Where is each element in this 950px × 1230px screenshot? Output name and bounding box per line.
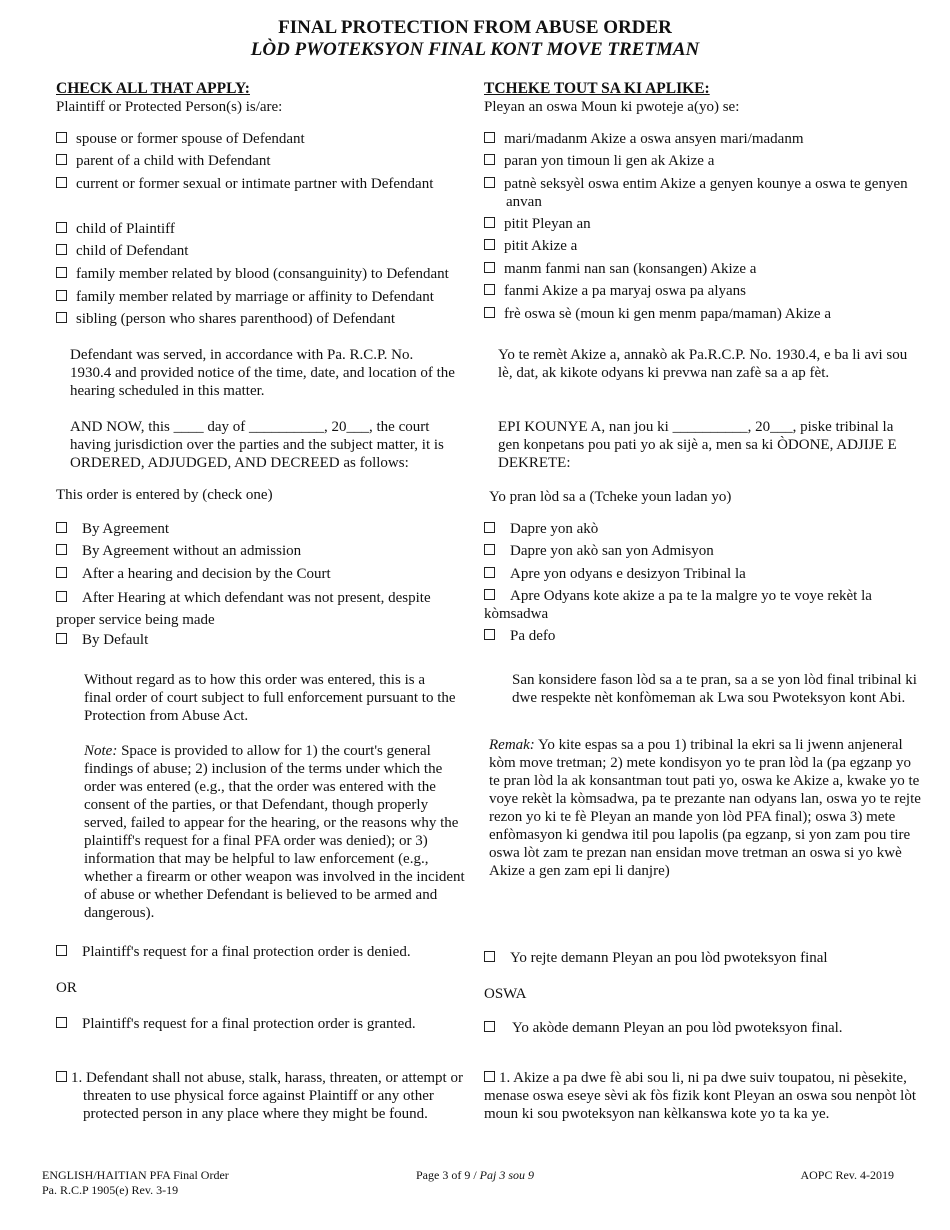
entry-option[interactable]: By Agreement without an admission — [56, 542, 301, 560]
checkbox[interactable] — [56, 1017, 67, 1028]
check-all-heading-haitian: TCHEKE TOUT SA KI APLIKE: — [484, 80, 710, 97]
item-1[interactable]: 1. Defendant shall not abuse, stalk, harass, threaten, or attempt or threaten to use physical force against Plaintiff or any other protected person in any place where they might be found. — [56, 1069, 491, 1123]
checkbox[interactable] — [484, 1071, 495, 1082]
entry-option-haitian[interactable]: Apre yon odyans e desizyon Tribinal la — [484, 565, 746, 583]
relation-option-haitian[interactable]: pitit Akize a — [484, 237, 577, 255]
check-all-intro: Plaintiff or Protected Person(s) is/are: — [56, 99, 283, 115]
check-all-heading: CHECK ALL THAT APPLY: — [56, 80, 250, 97]
page-title: FINAL PROTECTION FROM ABUSE ORDER — [278, 17, 672, 38]
checkbox[interactable] — [484, 262, 495, 273]
entry-option-haitian[interactable]: Dapre yon akò san yon Admisyon — [484, 542, 714, 560]
entry-option[interactable]: After a hearing and decision by the Court — [56, 565, 331, 583]
entry-option[interactable]: By Agreement — [56, 520, 169, 538]
relation-option[interactable]: child of Defendant — [56, 242, 188, 260]
note-paragraph-haitian: Remak: Yo kite espas sa a pou 1) tribinal la ekri sa li jwenn anjeneral kòm move tretman; 2) mete kondisyon yo te pran lòd la (pa egzanp yo te pran lòd la ak konsantman tout pati yo, oswa ke Akize a, kwake yo te voye rekèt la kòmsadwa, pa te prezante nan odyans lan, oswa yo te rejte rezon yo ki te fè Pleyan an mande yon lòd PFA final); oswa 3) mete enfòmasyon ki gendwa itil pou lapolis (pa egzanp, si yon zam pou tire oswa lòt zam te prezan nan ensidan move tretman an oswa si yo kwè Akize a gen zam epi li danjre) — [489, 737, 921, 879]
service-paragraph-haitian: Yo te remèt Akize a, annakò ak Pa.R.C.P. No. 1930.4, e ba li avi sou lè, dat, ak kikote odyans ki prevwa nan zafè sa a ap fèt. — [498, 347, 908, 381]
checkbox[interactable] — [484, 589, 495, 600]
footer-rule: Pa. R.C.P 1905(e) Rev. 3-19 — [42, 1183, 179, 1197]
checkbox[interactable] — [484, 629, 495, 640]
relation-option-haitian[interactable]: fanmi Akize a pa maryaj oswa pa alyans — [484, 282, 746, 300]
checkbox[interactable] — [56, 312, 67, 323]
checkbox[interactable] — [56, 267, 67, 278]
granted-option[interactable]: Plaintiff's request for a final protection order is granted. — [56, 1015, 416, 1033]
final-order-paragraph-haitian: San konsidere fason lòd sa a te pran, sa a se yon lòd final tribinal ki dwe respekte nèt konfòmeman ak Lwa sou Pwoteksyon kont Abi. — [512, 672, 917, 706]
final-order-paragraph: Without regard as to how this order was entered, this is a final order of court subject to full enforcement pursuant to the Protection from Abuse Act. — [84, 672, 456, 724]
checkbox[interactable] — [484, 154, 495, 165]
check-all-intro-haitian: Pleyan an oswa Moun ki pwoteje a(yo) se: — [484, 99, 740, 115]
checkbox[interactable] — [484, 239, 495, 250]
relation-option[interactable]: child of Plaintiff — [56, 220, 175, 238]
relation-option-haitian[interactable]: frè oswa sè (moun ki gen menm papa/maman) Akize a — [484, 305, 831, 323]
service-paragraph: Defendant was served, in accordance with Pa. R.C.P. No. 1930.4 and provided notice of the time, date, and location of the hearing scheduled in this matter. — [70, 347, 455, 399]
note-paragraph: Note: Space is provided to allow for 1) the court's general findings of abuse; 2) inclusion of the terms under which the order was entered (e.g., that the order was entered with the consent of the parties, or that Defendant, though properly served, failed to appear for the hearing, or the reasons why the plaintiff's request for a final PFA order was denied); or 3) information that may be helpful to law enforcement (e.g., whether a firearm or other weapon was involved in the incident of abuse or whether Defendant is believed to be armed and dangerous). — [84, 743, 465, 921]
denied-option[interactable]: Plaintiff's request for a final protection order is denied. — [56, 943, 411, 961]
relation-option-haitian[interactable]: manm fanmi nan san (konsangen) Akize a — [484, 260, 756, 278]
granted-option-haitian[interactable]: Yo akòde demann Pleyan an pou lòd pwoteksyon final. — [484, 1019, 843, 1037]
entry-option-haitian[interactable]: Pa defo — [484, 627, 555, 645]
checkbox[interactable] — [56, 177, 67, 188]
checkbox[interactable] — [484, 1021, 495, 1032]
relation-option-haitian[interactable]: patnè seksyèl oswa entim Akize a genyen kounye a oswa te genyen anvan — [484, 175, 916, 211]
item-1-haitian[interactable]: 1. Akize a pa dwe fè abi sou li, ni pa dwe suiv toupatou, ni pèsekite, menase oswa eseye sèvi ak fòs fizik kont Pleyan an oswa sou nenpòt lòt moun ki sou pwoteksyon nan kèlkanswa kote yo ta ka ye. — [484, 1070, 916, 1122]
relation-option[interactable]: spouse or former spouse of Defendant — [56, 130, 305, 148]
relation-option-haitian[interactable]: paran yon timoun li gen ak Akize a — [484, 152, 714, 170]
footer-page-number: Page 3 of 9 / Paj 3 sou 9 — [416, 1168, 534, 1182]
checkbox[interactable] — [56, 244, 67, 255]
checkbox[interactable] — [56, 633, 67, 644]
page-title-haitian: LÒD PWOTEKSYON FINAL KONT MOVE TRETMAN — [250, 39, 700, 60]
or-label: OR — [56, 980, 77, 996]
relation-option[interactable]: family member related by blood (consanguinity) to Defendant — [56, 265, 449, 283]
checkbox[interactable] — [484, 217, 495, 228]
relation-option-haitian[interactable]: mari/madanm Akize a oswa ansyen mari/madanm — [484, 130, 804, 148]
relation-option-haitian[interactable]: pitit Pleyan an — [484, 215, 591, 233]
or-label-haitian: OSWA — [484, 986, 527, 1002]
relation-option[interactable]: current or former sexual or intimate partner with Defendant — [56, 175, 433, 193]
checkbox[interactable] — [56, 567, 67, 578]
entry-option[interactable]: By Default — [56, 631, 148, 649]
checkbox[interactable] — [484, 307, 495, 318]
and-now-paragraph: AND NOW, this ____ day of __________, 20___, the court having jurisdiction over the parties and the subject matter, it is ORDERED, ADJUDGED, AND DECREED as follows: — [70, 419, 444, 471]
footer-revision: AOPC Rev. 4-2019 — [800, 1168, 894, 1182]
entry-option-haitian[interactable]: Dapre yon akò — [484, 520, 598, 538]
checkbox[interactable] — [484, 522, 495, 533]
footer-form-name: ENGLISH/HAITIAN PFA Final Order — [42, 1168, 229, 1182]
checkbox[interactable] — [484, 951, 495, 962]
checkbox[interactable] — [56, 154, 67, 165]
checkbox[interactable] — [56, 945, 67, 956]
entered-by-label: This order is entered by (check one) — [56, 487, 273, 503]
checkbox[interactable] — [56, 290, 67, 301]
relation-option[interactable]: parent of a child with Defendant — [56, 152, 271, 170]
checkbox[interactable] — [56, 544, 67, 555]
entry-option-haitian[interactable]: Apre Odyans kote akize a pa te la malgre yo te voye rekèt la kòmsadwa — [484, 588, 872, 622]
checkbox[interactable] — [484, 132, 495, 143]
entered-by-label-haitian: Yo pran lòd sa a (Tcheke youn ladan yo) — [489, 489, 732, 505]
checkbox[interactable] — [56, 522, 67, 533]
checkbox[interactable] — [56, 1071, 67, 1082]
checkbox[interactable] — [56, 132, 67, 143]
checkbox[interactable] — [56, 591, 67, 602]
checkbox[interactable] — [484, 544, 495, 555]
checkbox[interactable] — [484, 177, 495, 188]
checkbox[interactable] — [56, 222, 67, 233]
relation-option[interactable]: family member related by marriage or affinity to Defendant — [56, 288, 434, 306]
checkbox[interactable] — [484, 567, 495, 578]
and-now-paragraph-haitian: EPI KOUNYE A, nan jou ki __________, 20___, piske tribinal la gen konpetans pou pati yo ak sijè a, men sa ki ÒDONE, ADJIJE E DEKRETE: — [498, 419, 897, 471]
entry-option[interactable]: After Hearing at which defendant was not present, despite proper service being made — [56, 590, 431, 628]
checkbox[interactable] — [484, 284, 495, 295]
denied-option-haitian[interactable]: Yo rejte demann Pleyan an pou lòd pwoteksyon final — [484, 949, 828, 967]
relation-option[interactable]: sibling (person who shares parenthood) of Defendant — [56, 310, 395, 328]
